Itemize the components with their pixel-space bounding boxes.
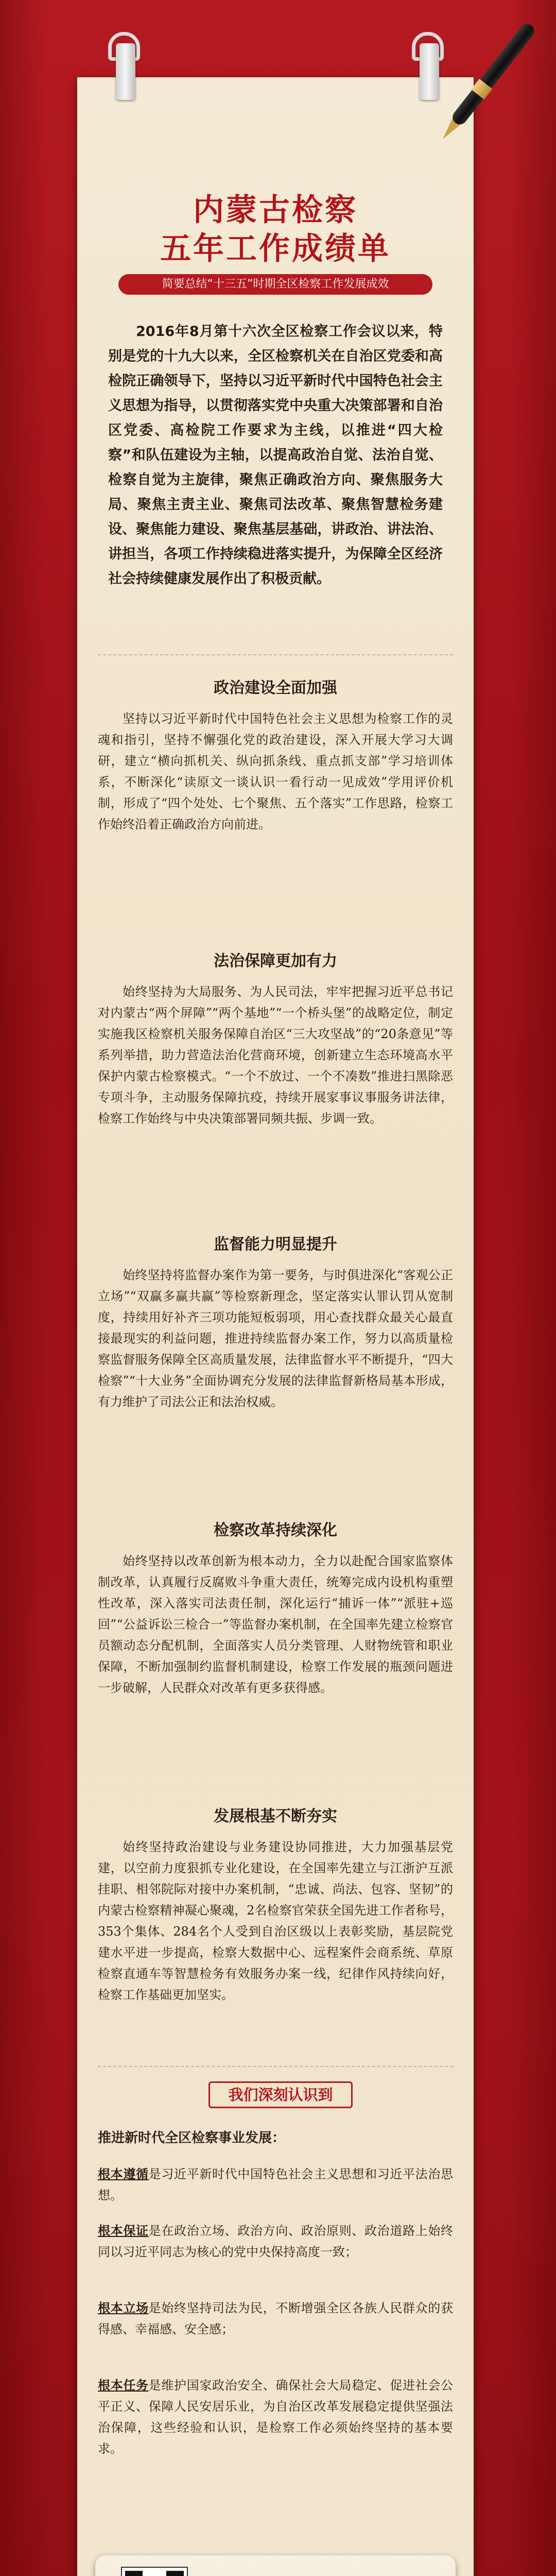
subtitle-text: 简要总结“十三五”时期全区检察工作发展成效	[162, 278, 389, 291]
subtitle-banner	[118, 274, 432, 295]
section-title-supervision: 监督能力明显提升	[214, 1235, 337, 1253]
point-item	[98, 2298, 453, 2340]
point-key: 根本立场	[98, 2301, 149, 2315]
point-text: 是始终坚持司法为民，不断增强全区各族人民群众的获得感、幸福感、安全感；	[98, 2301, 454, 2336]
divider	[98, 2066, 453, 2067]
point-item	[98, 2164, 453, 2206]
understand-heading-box: 我们深刻认识到	[208, 2081, 353, 2108]
section-text-foundation: 始终坚持政治建设与业务建设协同推进，大力加强基层党建，以空前力度狠抓专业化建设，在全国率先建立与江浙沪互派挂职、相邻院际对接中办案机制，“忠诚、尚法、包容、坚韧”的内蒙古检察精神凝心聚魂，2名检察官荣获全国先进工作者称号，353个集体、284名个人受到自治区级以上表彰奖励，基层院党建水平进一步提高，检察大数据中心、远程案件会商系统、草原检察直通车等智慧检务有效服务办案一线，纪律作风持续向好，检察工作基础更加坚实。	[98, 1840, 453, 2002]
point-key: 根本遵循	[98, 2167, 149, 2181]
paper-clip-icon	[412, 32, 446, 109]
paper-clip-icon	[108, 32, 142, 109]
background-shade-right	[510, 0, 556, 2576]
section-text-political: 坚持以习近平新时代中国特色社会主义思想为检察工作的灵魂和指引，坚持不懈强化党的政治建设，深入开展大学习大调研，建立“横向抓机关、纵向抓条线、重点抓支部”学习培训体系，不断深化“读原文一谈认识一看行动一见成效”学用评价机制，形成了“四个处处、七个聚焦、五个落实”工作思路，检察工作始终沿着正确政治方向前进。	[98, 711, 453, 832]
title-line-2: 五年工作成绩单	[160, 231, 391, 267]
divider	[98, 654, 453, 655]
footer-scroll	[95, 2555, 456, 2576]
point-key: 根本任务	[98, 2378, 149, 2393]
section-text-rule-of-law: 始终坚持为大局服务、为人民司法，牢牢把握习近平总书记对内蒙古“两个屏障”“两个基地”“一个桥头堡”的战略定位，制定实施我区检察机关服务保障自治区“三大攻坚战”的“20条意见”等系列举措，助力营造法治化营商环境，创新建立生态环境高水平保护内蒙古检察模式。“一个不放过、一个不凑数”推进扫黑除恶专项斗争，主动服务保障抗疫，持续开展家事议事服务讲法律，检察工作始终与中央决策部署同频共振、步调一致。	[98, 985, 453, 1126]
paper-sheet	[77, 77, 474, 2576]
section-text-reform: 始终坚持以改革创新为根本动力，全力以赴配合国家监察体制改革，认真履行反腐败斗争重大责任，统筹完成内设机构重塑性改革，深入落实司法责任制，深化运行“捕诉一体”“派驻+巡回”“公益诉讼三检合一”等监督办案机制，在全国率先建立检察官员额动态分配机制，全面落实人员分类管理、人财物统管和职业保障，不断加强制约监督机制建设，检察工作发展的瓶颈问题进一步破解，人民群众对改革有更多获得感。	[98, 1554, 453, 1695]
point-text: 是习近平新时代中国特色社会主义思想和习近平法治思想。	[98, 2167, 454, 2202]
point-text: 是在政治立场、政治方向、政治原则、政治道路上始终同以习近平同志为核心的党中央保持高度一致；	[98, 2224, 454, 2259]
section-text-supervision: 始终坚持将监督办案作为第一要务，与时俱进深化“客观公正立场”“双赢多赢共赢”等检察新理念，坚定落实认罪认罚从宽制度，持续用好补齐三项功能短板弱项，用心查找群众最关心最直接最现实的利益问题，推进持续监督办案工作，努力以高质量检察监督服务保障全区高质量发展，法律监督水平不断提升，“四大检察”“十大业务”全面协调充分发展的法律监督新格局基本形成，有力维护了司法公正和法治权威。	[98, 1268, 453, 1409]
lead-text: 推进新时代全区检察事业发展：	[98, 2130, 286, 2146]
point-item	[98, 2375, 453, 2460]
section-title-foundation: 发展根基不断夯实	[214, 1807, 337, 1825]
point-item	[98, 2221, 453, 2263]
point-key: 根本保证	[98, 2224, 149, 2238]
background-shade-left	[0, 0, 46, 2576]
qr-code-icon[interactable]	[121, 2567, 188, 2576]
section-title-rule-of-law: 法治保障更加有力	[214, 952, 337, 970]
title-line-1: 内蒙古检察	[193, 192, 358, 228]
section-title-political: 政治建设全面加强	[214, 679, 337, 697]
intro-paragraph: 2016年8月第十六次全区检察工作会议以来，特别是党的十九大以来，全区检察机关在自治区党委和高检院正确领导下，坚持以习近平新时代中国特色社会主义思想为指导，以贯彻落实党中央重大决策部署和自治区党委、高检院工作要求为主线，以推进“四大检察”和队伍建设为主轴，以提高政治自觉、法治自觉、检察自觉为主旋律，聚焦正确政治方向、聚焦服务大局、聚焦主责主业、聚焦司法改革、聚焦智慧检务建设、聚焦能力建设、聚焦基层基础，讲政治、讲法治、讲担当，各项工作持续稳进落实提升，为保障全区经济社会持续健康发展作出了积极贡献。	[108, 324, 443, 587]
point-text: 是维护国家政治安全、确保社会大局稳定、促进社会公平正义、保障人民安居乐业，为自治区改革发展稳定提供坚强法治保障，这些经验和认识，是检察工作必须始终坚持的基本要求。	[98, 2378, 454, 2456]
section-title-reform: 检察改革持续深化	[214, 1521, 337, 1539]
